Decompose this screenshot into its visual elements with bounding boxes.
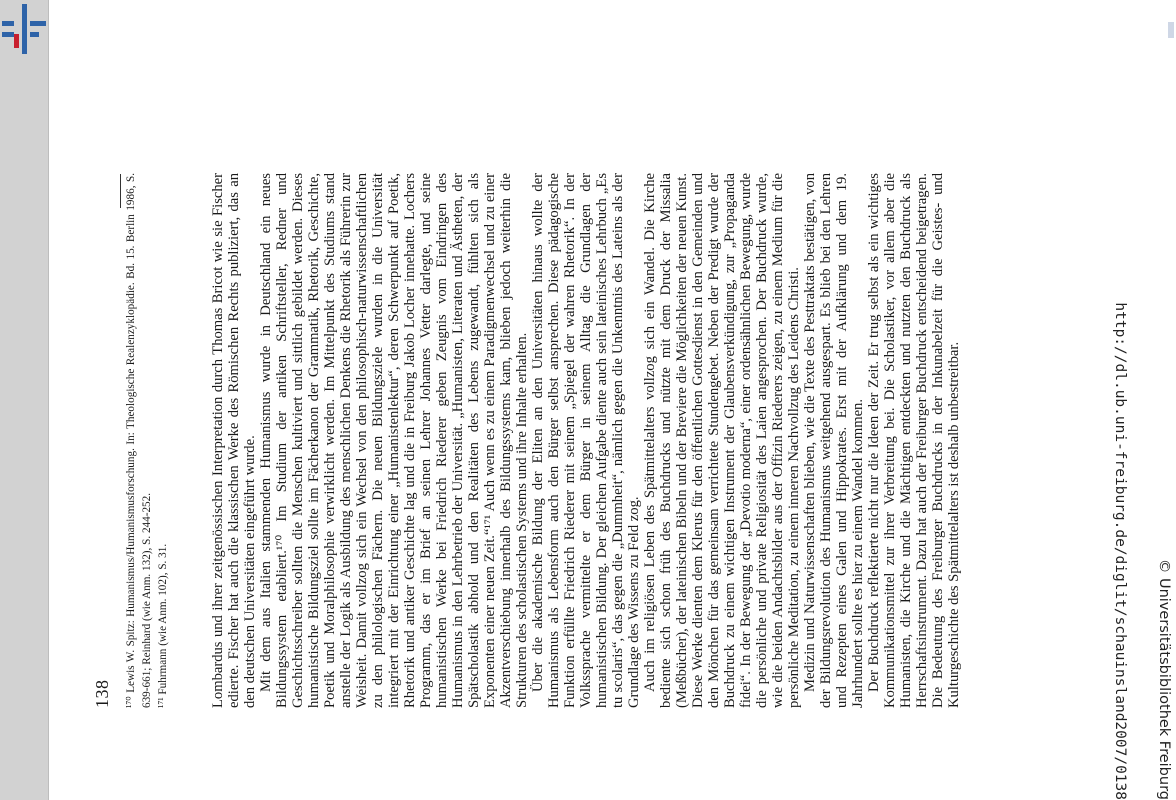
source-url[interactable]: http://dl.ub.uni-freiburg.de/diglit/schauinsland2007/0138 [1112, 302, 1128, 800]
paragraph: Auch im religiösen Leben des Spätmittelalters vollzog sich ein Wandel. Die Kirche bediente sich schon früh des Buchdrucks und nützte mit dem Druck der Missalia (Meßbücher), der lateinischen Bibeln und der Breviere die Möglichkeiten der neuen Kunst. Diese Werke dienten dem Klerus für den öffentlichen Gottesdienst in den Gemeinden und den Mönchen für das gemeinsam verrichtete Stundengebet. Neben der Predigt wurde der Buchdruck zu einem wichtigen Instrument der Glaubensverkündigung, zur „Propaganda fidei“. In der Bewegung der „Devotio moderna“, einer ordensähnlichen Bewegung, wurde die persönliche und private Religiosität des Laien angesprochen. Der Buchdruck wurde, wie die beiden Andachtsbilder aus der Offizin Riederers zeigen, zu einem Medium für die persönliche Meditation, zu einem inneren Nachvollzug des Leidens Christi. [642, 173, 802, 708]
body-text [210, 173, 962, 708]
copyright-notice: © Universitätsbibliothek Freiburg [1156, 558, 1172, 800]
page-number: 138 [92, 679, 112, 708]
paragraph: Mit dem aus Italien stammenden Humanismus wurde in Deutschland ein neues Bildungssystem etabliert.¹⁷⁰ Im Studium der antiken Schriftsteller, Redner und Geschichtsschreiber sollten die Menschen kultiviert und sittlich gebildet werden. Dieses humanistische Bildungsziel sollte im Fächerkanon der Grammatik, Rhetorik, Geschichte, Poetik und Moralphilosophie verwirklicht werden. Im Mittelpunkt des Studiums stand anstelle der Logik als Ausbildung des menschlichen Denkens die Rhetorik als Führerin zur Weisheit. Damit vollzog sich ein Wechsel von den philosophisch-naturwissenschaftlichen zu den philologischen Fächern. Die neuen Bildungsziele wurden in die Universität integriert mit der Einrichtung einer „Humanistenlektur“, deren Schwerpunkt auf Poetik, Rhetorik und antiker Geschichte lag und die in Freiburg Jakob Locher innehatte. Lochers Programm, das er im Brief an seinen Lehrer Johannes Vetter darlegte, und seine humanistischen Werke bei Friedrich Riederer geben Zeugnis vom Eindringen des Humanismus in den Lehrbetrieb der Universität. „Humanisten, Literaten und Ästheten, der Spätscholastik abhold und den Realitäten des Lebens zugewandt, fühlten sich als Exponenten einer neuen Zeit.“¹⁷¹ Auch wenn es zu einem Paradigmenwechsel und zu einer Akzentverschiebung innerhalb des Bildungssystems kam, blieben jedoch weiterhin die Strukturen des scholastischen Systems und ihre Inhalte erhalten. [258, 173, 530, 708]
sidebar-divider [48, 0, 49, 800]
library-logo-icon[interactable] [2, 4, 46, 54]
viewer-sidebar [0, 0, 48, 800]
paragraph: Über die akademische Bildung der Eliten an den Universitäten hinaus wollte der Humanismus als Lebensform auch den Bürger selbst ansprechen. Diese pädagogische Funktion erfüllte Friedrich Riederer mit seinem „Spiegel der wahren Rhetorik“. In der Volkssprache vermittelte er dem Bürger in seinem Alltag die Grundlagen der humanistischen Bildung. Der gleichen Aufgabe diente auch sein lateinisches Lehrbuch „Es tu scolaris“, das gegen die „Dummheit“, nämlich gegen die Unkenntnis des Lateins als der Grundlage des Wissens zu Feld zog. [530, 173, 642, 708]
footnotes [123, 173, 171, 708]
paragraph: Lombardus und ihrer zeitgenössischen Interpretation durch Thomas Bricot wie sie Fischer edierte. Fischer hat auch die klassischen Werke des Römischen Rechts publiziert, das an den deutschen Universitäten eingeführt wurde. [210, 173, 258, 708]
scanned-page [82, 0, 1032, 800]
footnote: ¹⁷¹ Fuhrmann (wie Anm. 102), S. 31. [157, 543, 169, 708]
paragraph: Medizin und Naturwissenschaften blieben, wie die Texte des Pesttraktats bestätigen, von der Bildungsrevolution des Humanismus weitgehend ausgespart. Es blieb bei den Lehren und Rezepten eines Galen und Hippokrates. Erst mit der Aufklärung und dem 19. Jahrhundert sollte es hier zu einem Wandel kommen. [802, 173, 866, 708]
footnote-divider [120, 174, 121, 208]
paragraph: Der Buchdruck reflektierte nicht nur die Ideen der Zeit. Er trug selbst als ein wichtiges Kommunikationsmittel zur ihrer Verbreitung bei. Die Scholastiker, vor allem aber die Humanisten, die Kirche und die Mächtigen entdeckten und nutzten den Buchdruck als Herrschaftsinstrument. Dazu hat auch der Freiburger Buchdruck entscheidend beigetragen. Die Bedeutung des Freiburger Buchdrucks in der Inkunabelzeit für die Geistes- und Kulturgeschichte des Spätmittelalters ist deshalb unbestreitbar. [866, 173, 962, 708]
footnote: ¹⁷⁰ Lewis W. Spitz: Humanismus/Humanismusforschung. In: Theologische Realenzyklopädie. Bd. 15. Berlin 1986, S. 639-661; Reinhard (wie Anm. 132), S. 244-252. [125, 173, 153, 708]
